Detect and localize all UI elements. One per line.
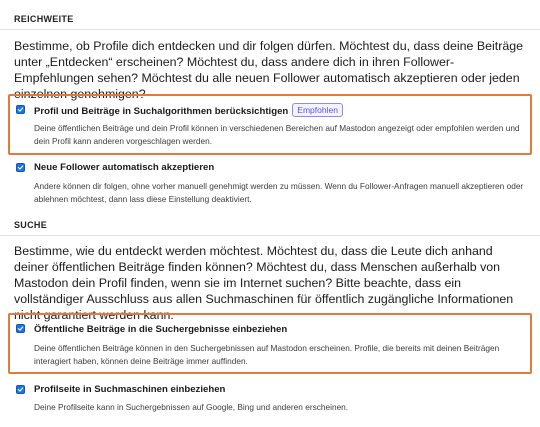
suche-description: Bestimme, wie du entdeckt werden möchtest. Möchtest du, dass die Leute dich anhand deiner öffentlichen Beiträge finden können? Möchtest du, dass Menschen außerhalb von Mastodon dein Profil finden, wenn sie im Internet suchen? Bitte beachte, dass ein vollständiger Ausschluss aus allen Suchmaschinen für öffentlich zugängliche Informationen nicht garantiert werden kann. <box>14 244 514 322</box>
indexable-description: Deine öffentlichen Beiträge können in den Suchergebnissen auf Mastodon erscheinen. Profile, die bereits mit deinen Beiträgen interagiert haben, können deine Beiträge immer auffinden. <box>34 343 500 366</box>
discoverable-label[interactable] <box>34 103 343 117</box>
search-engine-checkbox[interactable] <box>16 385 25 394</box>
check-icon <box>17 325 24 332</box>
discoverable-description: Deine öffentlichen Beiträge und dein Profil können in verschiedenen Bereichen auf Mastodon angezeigt oder empfohlen werden und dein Profil kann anderen vorgeschlagen werden. <box>34 123 520 146</box>
option-search-engine <box>8 379 532 419</box>
check-icon <box>17 106 24 113</box>
option-indexable <box>8 313 532 374</box>
section-title-reichweite: REICHWEITE <box>14 14 74 24</box>
search-engine-label[interactable]: Profilseite in Suchmaschinen einbeziehen <box>34 384 226 395</box>
option-auto-accept <box>8 158 532 204</box>
auto-accept-description: Andere können dir folgen, ohne vorher manuell genehmigt werden zu müssen. Wenn du Follower-Anfragen manuell akzeptieren oder ablehnen möchtest, dann lass diese Einstellung deaktiviert. <box>34 181 524 204</box>
option-discoverable <box>8 94 532 155</box>
recommended-badge: Empfohlen <box>292 103 343 117</box>
discoverable-checkbox[interactable] <box>16 105 25 114</box>
auto-accept-checkbox[interactable] <box>16 163 25 172</box>
auto-accept-label[interactable]: Neue Follower automatisch akzeptieren <box>34 162 215 173</box>
search-engine-description: Deine Profilseite kann in Suchergebnissen auf Google, Bing und anderen erscheinen. <box>34 402 349 412</box>
reichweite-description: Bestimme, ob Profile dich entdecken und dir folgen dürfen. Möchtest du, dass deine Beiträge unter „Entdecken“ erscheinen? Möchtest du, dass andere dich in ihren Follower-Empfehlungen sehen? Möchtest du alle neuen Follower automatisch akzeptieren oder jeden einzelnen genehmigen? <box>14 39 524 101</box>
indexable-label[interactable]: Öffentliche Beiträge in die Suchergebnisse einbeziehen <box>34 324 288 335</box>
section-title-suche: SUCHE <box>14 220 48 230</box>
check-icon <box>17 164 24 171</box>
discoverable-label-text: Profil und Beiträge in Suchalgorithmen berücksichtigen <box>34 106 289 117</box>
check-icon <box>17 386 24 393</box>
section-divider <box>0 235 540 236</box>
indexable-checkbox[interactable] <box>16 324 25 333</box>
section-divider <box>0 29 540 30</box>
